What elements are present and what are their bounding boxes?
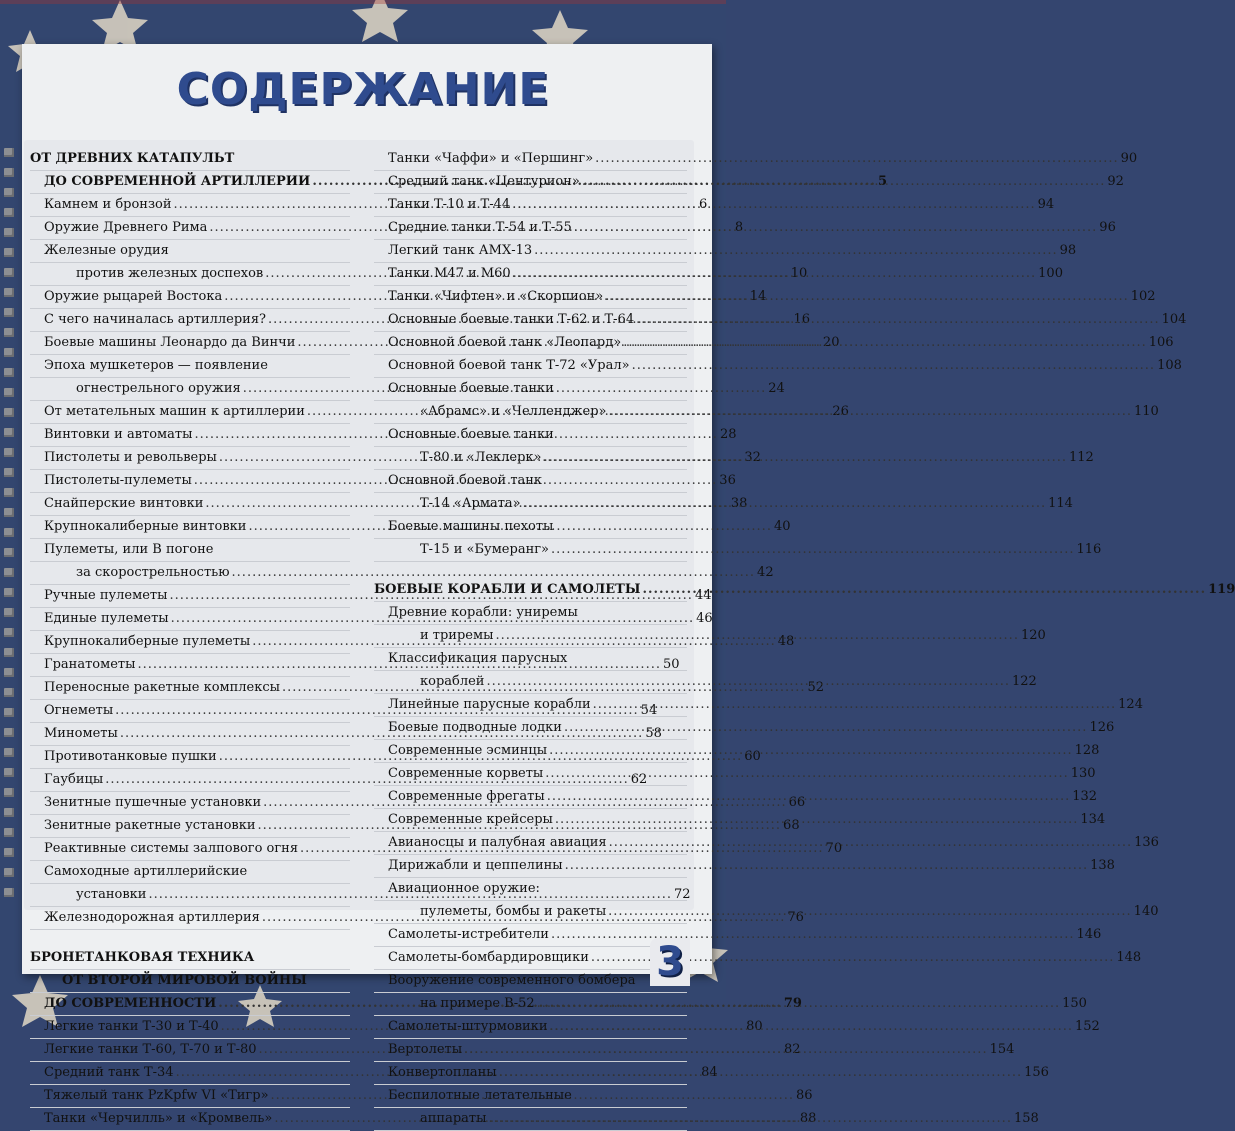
toc-entry[interactable]	[374, 148, 1138, 171]
toc-page-number: 62	[630, 772, 648, 787]
spiral-ring	[4, 728, 14, 737]
toc-page-number: 134	[1080, 812, 1106, 827]
toc-page-number: 126	[1089, 720, 1115, 735]
toc-entry-title: Гаубицы	[44, 772, 104, 787]
toc-page-number: 148	[1116, 950, 1142, 965]
toc-entry-title: Современные корветы	[388, 766, 544, 781]
toc-entry-title: Легкие танки Т-30 и Т-40	[44, 1019, 219, 1034]
toc-page-number: 132	[1072, 789, 1098, 804]
spiral-ring	[4, 488, 14, 497]
toc-entry-title: Зенитные ракетные установки	[44, 818, 256, 833]
toc-entry-title: Самолеты-истребители	[388, 927, 549, 942]
toc-entry-title: Ручные пулеметы	[44, 588, 168, 603]
toc-page-number: 28	[719, 427, 737, 442]
spiral-ring	[4, 668, 14, 677]
toc-entry-title: Вертолеты	[388, 1042, 463, 1057]
toc-entry-title-line: БРОНЕТАНКОВАЯ ТЕХНИКА	[30, 947, 350, 970]
toc-entry-title: Дирижабли и цеппелины	[388, 858, 563, 873]
dot-leader	[565, 855, 1089, 877]
toc-page-number: 122	[1011, 674, 1037, 689]
toc-page-number: 10	[790, 266, 808, 281]
toc-entry-title: Т-80 и «Леклерк»	[420, 450, 542, 465]
spiral-ring	[4, 448, 14, 457]
toc-entry-title: Средний танк «Центурион»	[388, 174, 580, 189]
spiral-ring	[4, 588, 14, 597]
toc-entry-title: Современные крейсеры	[388, 812, 553, 827]
toc-entry[interactable]	[374, 717, 1115, 740]
dot-leader	[608, 401, 1132, 423]
dot-leader	[513, 263, 1037, 285]
toc-page-number: 130	[1070, 766, 1096, 781]
toc-entry-title-line: Основной боевой танк	[374, 470, 687, 493]
spiral-ring	[4, 768, 14, 777]
toc-page-number: 46	[696, 611, 713, 626]
toc-page-number: 42	[757, 565, 774, 580]
spiral-ring	[4, 828, 14, 837]
spiral-ring	[4, 168, 14, 177]
toc-entry-title: Танки «Чифтен» и «Скорпион»	[388, 289, 604, 304]
toc-entry[interactable]	[374, 263, 1063, 286]
toc-page-number: 16	[793, 312, 811, 327]
spiral-ring	[4, 208, 14, 217]
spiral-ring	[4, 688, 14, 697]
toc-entry-title: Огнеметы	[44, 703, 114, 718]
toc-entry-title: Основные боевые танки Т-62 и Т-64	[388, 312, 635, 327]
toc-page-number: 48	[777, 634, 795, 649]
toc-entry-title: против железных доспехов	[76, 266, 264, 281]
toc-page-number: 82	[784, 1042, 801, 1057]
dot-leader	[605, 286, 1129, 308]
toc-page-number: 152	[1074, 1019, 1100, 1034]
toc-page-number: 110	[1133, 404, 1159, 419]
toc-entry[interactable]	[374, 694, 1143, 717]
toc-entry-title-line: Основные боевые танки	[374, 424, 687, 447]
spiral-binding	[0, 148, 22, 908]
toc-entry-title: Оружие рыцарей Востока	[44, 289, 223, 304]
toc-entry-title: Реактивные системы залпового огня	[44, 841, 299, 856]
dot-leader	[593, 694, 1117, 716]
dot-leader	[642, 579, 1206, 601]
dot-leader	[534, 240, 1058, 262]
toc-entry-title-line: Основные боевые танки	[374, 378, 687, 401]
toc-entry[interactable]	[374, 355, 1182, 378]
spiral-ring	[4, 548, 14, 557]
toc-entry-title: Легкие танки Т-60, Т-70 и Т-80	[44, 1042, 257, 1057]
section-gap	[374, 562, 687, 579]
toc-page-number: 60	[744, 749, 761, 764]
toc-page-number: 76	[787, 910, 804, 925]
toc-entry[interactable]	[374, 240, 1077, 263]
toc-page-number: 106	[1148, 335, 1174, 350]
toc-entry[interactable]	[374, 194, 1055, 217]
dot-leader	[547, 786, 1071, 808]
toc-page-number: 24	[768, 381, 785, 396]
dot-leader	[512, 194, 1036, 216]
toc-entry-title: Танки «Черчилль» и «Кромвель»	[44, 1111, 273, 1126]
spiral-ring	[4, 248, 14, 257]
toc-entry-title: Средние танки Т-54 и Т-55	[388, 220, 572, 235]
toc-page-number: 102	[1130, 289, 1156, 304]
toc-page-number: 119	[1208, 582, 1235, 597]
toc-entry-title: Т-15 и «Бумеранг»	[420, 542, 549, 557]
toc-entry-title: Единые пулеметы	[44, 611, 169, 626]
toc-entry-title-line: Классификация парусных	[374, 648, 687, 671]
spiral-ring	[4, 808, 14, 817]
toc-entry-title: Боевые подводные лодки	[388, 720, 562, 735]
toc-entry-title: Танки М47 и М60	[388, 266, 511, 281]
toc-entry-title: Минометы	[44, 726, 118, 741]
toc-page-number: 52	[807, 680, 825, 695]
spiral-ring	[4, 328, 14, 337]
dot-leader	[486, 671, 1010, 693]
toc-page-number: 140	[1133, 904, 1159, 919]
page-number: 3	[650, 938, 690, 986]
toc-entry-title: на примере В-52	[420, 996, 535, 1011]
toc-page-number: 112	[1069, 450, 1094, 465]
toc-entry-title: Авианосцы и палубная авиация	[388, 835, 607, 850]
dot-leader	[488, 1108, 1012, 1130]
toc-page-number: 84	[701, 1065, 718, 1080]
toc-entry-title: БОЕВЫЕ КОРАБЛИ И САМОЛЕТЫ	[374, 582, 641, 597]
toc-entry-title: установки	[76, 887, 147, 902]
spiral-ring	[4, 848, 14, 857]
toc-page-number: 8	[734, 220, 744, 235]
toc-page-number: 86	[796, 1088, 813, 1103]
toc-entry-title: Пистолеты-пулеметы	[44, 473, 192, 488]
spiral-ring	[4, 468, 14, 477]
toc-entry-title: «Абрамс» и «Челленджер»	[420, 404, 607, 419]
toc-page-number: 96	[1099, 220, 1116, 235]
toc-entry-title: ДО СОВРЕМЕННОЙ АРТИЛЛЕРИИ	[44, 174, 311, 189]
dot-leader	[609, 832, 1133, 854]
toc-page-number: 6	[699, 197, 708, 212]
spiral-ring	[4, 888, 14, 897]
spiral-ring	[4, 748, 14, 757]
toc-entry-title-line: Пулеметы, или В погоне	[30, 539, 350, 562]
toc-entry-title: Современные фрегаты	[388, 789, 545, 804]
toc-page-number: 70	[825, 841, 843, 856]
toc-page-number: 36	[719, 473, 736, 488]
toc-page-number: 124	[1118, 697, 1143, 712]
spiral-ring	[4, 388, 14, 397]
dot-leader	[574, 217, 1098, 239]
toc-entry-title: аппараты	[420, 1111, 487, 1126]
dot-leader	[495, 625, 1019, 647]
toc-entry-title: огнестрельного оружия	[76, 381, 241, 396]
toc-entry[interactable]	[374, 539, 1102, 562]
dot-leader	[595, 148, 1119, 170]
spiral-ring	[4, 228, 14, 237]
toc-entry[interactable]	[374, 171, 1124, 194]
toc-entry-title: Танки Т-10 и Т-44	[388, 197, 511, 212]
toc-page-number: 138	[1090, 858, 1115, 873]
toc-entry-title: Танки «Чаффи» и «Першинг»	[388, 151, 594, 166]
toc-entry[interactable]	[374, 855, 1115, 878]
toc-entry-title-line: Боевые машины пехоты	[374, 516, 687, 539]
section-gap	[30, 930, 350, 947]
dot-leader	[623, 332, 1147, 354]
dot-leader	[551, 924, 1075, 946]
toc-entry-title: ДО СОВРЕМЕННОСТИ	[44, 996, 217, 1011]
toc-page-number: 88	[799, 1111, 817, 1126]
toc-page-number: 79	[783, 996, 802, 1011]
toc-entry-title: Снайперские винтовки	[44, 496, 204, 511]
toc-entry-title-line: ОТ ДРЕВНИХ КАТАПУЛЬТ	[30, 148, 350, 171]
toc-page-number: 158	[1013, 1111, 1039, 1126]
dot-leader	[551, 539, 1075, 561]
toc-page-number: 44	[694, 588, 712, 603]
toc-entry-title: С чего начиналась артиллерия?	[44, 312, 267, 327]
toc-page-number: 94	[1037, 197, 1055, 212]
spiral-ring	[4, 268, 14, 277]
toc-page-number: 128	[1074, 743, 1100, 758]
toc-page-number: 66	[788, 795, 806, 810]
toc-page-number: 20	[822, 335, 840, 350]
spiral-ring	[4, 528, 14, 537]
dot-leader	[636, 309, 1160, 331]
toc-page-number: 114	[1048, 496, 1073, 511]
toc-page-number: 54	[640, 703, 658, 718]
toc-page-number: 5	[877, 174, 887, 189]
toc-entry[interactable]	[374, 947, 1142, 970]
toc-page-number: 98	[1059, 243, 1077, 258]
spiral-ring	[4, 708, 14, 717]
toc-page-number: 156	[1024, 1065, 1049, 1080]
toc-entry-title: Переносные ракетные комплексы	[44, 680, 281, 695]
toc-entry-title: Камнем и бронзой	[44, 197, 172, 212]
toc-page-number: 92	[1107, 174, 1124, 189]
spiral-ring	[4, 648, 14, 657]
toc-entry-title-line: Железные орудия	[30, 240, 350, 263]
dot-leader	[608, 901, 1132, 923]
toc-entry-title-line: Самоходные артиллерийские	[30, 861, 350, 884]
spiral-ring	[4, 288, 14, 297]
toc-entry-title: Самолеты-бомбардировщики	[388, 950, 589, 965]
toc-page-number: 136	[1134, 835, 1159, 850]
toc-page-number: 146	[1076, 927, 1102, 942]
toc-entry-title: Основной боевой танк Т-72 «Урал»	[388, 358, 630, 373]
toc-page-number: 104	[1161, 312, 1187, 327]
toc-entry[interactable]	[374, 924, 1102, 947]
toc-entry-title: Тяжелый танк PzKpfw VI «Тигр»	[44, 1088, 269, 1103]
toc-entry-title: Железнодорожная артиллерия	[44, 910, 260, 925]
toc-entry-title: пулеметы, бомбы и ракеты	[420, 904, 607, 919]
toc-entry-title-line: Эпоха мушкетеров — появление	[30, 355, 350, 378]
toc-entry-title-line: Беспилотные летательные	[374, 1085, 687, 1108]
toc-entry-title-line: ОТ ВТОРОЙ МИРОВОЙ ВОЙНЫ	[30, 970, 350, 993]
spiral-ring	[4, 868, 14, 877]
spiral-ring	[4, 628, 14, 637]
dot-leader	[549, 740, 1073, 762]
toc-entry-title-line: Вооружение современного бомбера	[374, 970, 687, 993]
toc-entry-title: Боевые машины Леонардо да Винчи	[44, 335, 296, 350]
toc-page-number: 150	[1062, 996, 1087, 1011]
spiral-ring	[4, 308, 14, 317]
toc-page-number: 14	[749, 289, 767, 304]
toc-page-number: 120	[1020, 628, 1046, 643]
toc-page-number: 108	[1157, 358, 1182, 373]
toc-page-number: 80	[746, 1019, 763, 1034]
toc-page-number: 72	[673, 887, 691, 902]
toc-entry-title: Самолеты-штурмовики	[388, 1019, 548, 1034]
toc-page-number: 50	[662, 657, 680, 672]
toc-entry-title: и триремы	[420, 628, 494, 643]
toc-entry-title: кораблей	[420, 674, 485, 689]
toc-entry-title: Гранатометы	[44, 657, 136, 672]
toc-entry-title: Т-14 «Армата»	[420, 496, 521, 511]
dot-leader	[555, 809, 1079, 831]
dot-leader	[549, 1016, 1073, 1038]
toc-entry-title: Противотанковые пушки	[44, 749, 217, 764]
dot-leader	[523, 493, 1047, 515]
toc-entry-title: Пистолеты и револьверы	[44, 450, 217, 465]
toc-entry-title: Зенитные пушечные установки	[44, 795, 262, 810]
toc-entry-title: Крупнокалиберные пулеметы	[44, 634, 251, 649]
spiral-ring	[4, 408, 14, 417]
dot-leader	[499, 1062, 1023, 1084]
spiral-ring	[4, 368, 14, 377]
toc-page-number: 38	[730, 496, 748, 511]
toc-page-number: 116	[1076, 542, 1102, 557]
toc-entry-title: Легкий танк АМХ-13	[388, 243, 533, 258]
toc-entry-title-line: Древние корабли: униремы	[374, 602, 687, 625]
toc-entry-title: Крупнокалиберные винтовки	[44, 519, 247, 534]
toc-entry-title: От метательных машин к артиллерии	[44, 404, 305, 419]
dot-leader	[582, 171, 1106, 193]
dot-leader	[564, 717, 1088, 739]
spiral-ring	[4, 348, 14, 357]
spiral-ring	[4, 148, 14, 157]
dot-leader	[537, 993, 1061, 1015]
toc-page-number: 32	[744, 450, 761, 465]
toc-entry-title: Основной боевой танк «Леопард»	[388, 335, 622, 350]
toc-page-number: 154	[989, 1042, 1015, 1057]
page-title: СОДЕРЖАНИЕ	[176, 64, 550, 115]
spiral-ring	[4, 508, 14, 517]
toc-entry-title: Винтовки и автоматы	[44, 427, 193, 442]
toc-entry-title: Оружие Древнего Рима	[44, 220, 208, 235]
toc-entry[interactable]	[374, 217, 1116, 240]
toc-entry-title: Средний танк Т-34	[44, 1065, 174, 1080]
toc-entry-title-line: Авиационное оружие:	[374, 878, 687, 901]
spiral-ring	[4, 188, 14, 197]
toc-page-number: 26	[832, 404, 849, 419]
toc-entry-title: Современные эсминцы	[388, 743, 548, 758]
dot-leader	[545, 763, 1069, 785]
spiral-ring	[4, 428, 14, 437]
toc-page-number: 58	[645, 726, 662, 741]
toc-page-number: 100	[1038, 266, 1063, 281]
toc-entry[interactable]	[374, 763, 1096, 786]
dot-leader	[464, 1039, 988, 1061]
toc-page-number: 90	[1120, 151, 1138, 166]
toc-page-number: 40	[773, 519, 791, 534]
spiral-ring	[4, 568, 14, 577]
toc-entry-title: за скорострельностью	[76, 565, 230, 580]
toc-entry-title: Линейные парусные корабли	[388, 697, 591, 712]
dot-leader	[544, 447, 1068, 469]
toc-entry[interactable]	[30, 562, 774, 585]
dot-leader	[632, 355, 1156, 377]
spiral-ring	[4, 788, 14, 797]
toc-page-number: 68	[783, 818, 800, 833]
spiral-ring	[4, 608, 14, 617]
toc-entry-title: Конвертопланы	[388, 1065, 497, 1080]
